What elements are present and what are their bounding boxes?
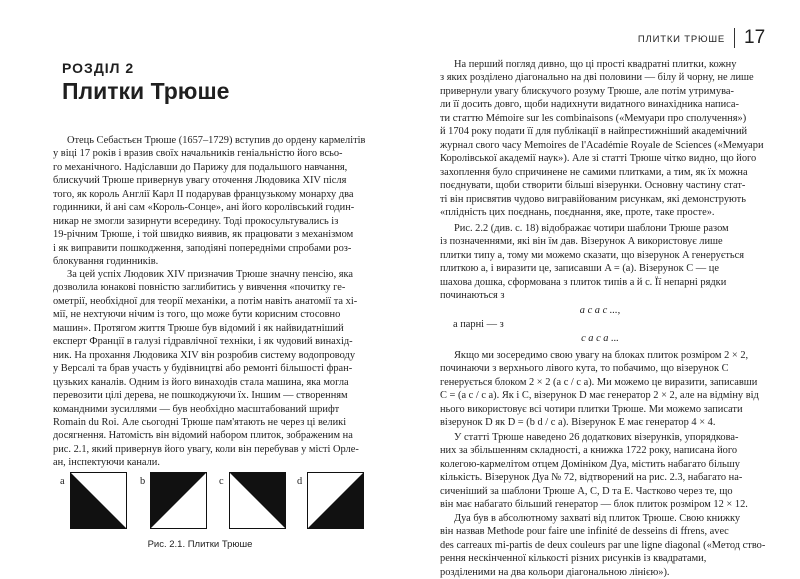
text-line: і як виправити пошкодження, заподіяні попередніми спробами роз-	[53, 242, 352, 254]
text-line: ли її досить довго, щоби надихнути видатного винахідника написа-	[440, 99, 739, 111]
text-line: й 1704 року подати її для публікації в найпрестижніший академічний	[440, 126, 748, 138]
text-line: ник. На прохання Людовика XIV він розробив систему водопроводу	[53, 349, 356, 361]
text-line: колегою-кармелітом отцем Домініком Дуа, містить набагато більшу	[440, 458, 740, 470]
chapter-label: РОЗДІЛ 2	[62, 60, 135, 76]
text-line: плитки типу a, тому ми можемо сказати, що візерунок A генерується	[440, 249, 744, 261]
text-line: починаючи з верхнього лівого кута, то побачимо, що візерунок C	[440, 363, 729, 375]
tile-d-label: d	[297, 476, 303, 487]
text-line: привернули увагу блискучого розуму Трюше, але потім утримува-	[440, 85, 734, 97]
tile-c-label: c	[219, 476, 224, 487]
text-line: ометрії, необхідної для теорії механіки, а потім навіть анатомії та хі-	[53, 295, 358, 307]
right-paragraph-1	[440, 58, 764, 219]
text-line: журнал свого часу Memoires de l'Académie Royale de Sciences («Мемуари	[440, 139, 764, 151]
text-line: Королівської академії наук»). Але зі статті Трюше чітко видно, що його	[440, 153, 757, 165]
text-line: із позначеннями, які він їм дав. Візерунок A використовує лише	[440, 236, 723, 248]
left-page	[0, 0, 400, 570]
text-line: Romain du Roi. Але сьогодні Трюше пам'ятають не через ці великі	[53, 416, 347, 428]
text-line: 19-річним Трюше, і той швидко виявив, як працювати з механізмом	[53, 229, 354, 241]
text-line: Дуа був в абсолютному захваті від плиток Трюше. Свою книжку	[454, 513, 741, 524]
text-line: того, як король Англії Карл II подарував французькому монарху два	[53, 188, 354, 200]
text-line: командними зусиллями — був необхідно масштабований шрифт	[53, 403, 340, 415]
tile-a	[70, 472, 127, 529]
text-line: го механічного. Надіславши до Парижу для подальшого навчання,	[53, 161, 348, 173]
text-line: рення нескінченної кількості різних рисунків із квадратами,	[440, 553, 707, 565]
text-line: перевозити цілі дерева, не пошкоджуючи їх. Іншим — створенням	[53, 390, 348, 402]
right-paragraph-5	[440, 512, 766, 579]
text-line: дозволила юнакові повністю заглибитись у вивчення «почитку ге-	[53, 282, 346, 294]
text-line: C = (a c / c a). Як і C, візерунок D має генератор 2 × 2, але на відміну від	[440, 390, 759, 402]
right-paragraph-2	[440, 222, 744, 303]
tile-a-label: a	[60, 476, 65, 487]
tile-d	[307, 472, 364, 529]
text-line: блискучий Трюше привернув увагу оточення Людовика XIV після	[53, 175, 347, 187]
text-line: Рис. 2.2 (див. с. 18) відображає чотири шаблони Трюше разом	[454, 223, 729, 234]
right-paragraph-3	[440, 349, 759, 430]
text-line: Якщо ми зосередимо свою увагу на блоках плиток розміром 2 × 2,	[454, 350, 749, 361]
right-paragraph-4	[440, 431, 748, 512]
text-line: них за збільшенням складності, а книжка 1722 року, написана його	[440, 445, 738, 457]
text-line: він має набагато більший генератор — блок плиток розміром 12 × 12.	[440, 499, 748, 511]
figure-caption: Рис. 2.1. Плитки Трюше	[147, 539, 253, 550]
text-line: ті він присвятив чудово вигравійованим рисункам, які демонструють	[440, 193, 746, 205]
left-paragraph-2	[53, 268, 359, 470]
text-line: ти статтю Mémoire sur les combinaisons («Мемуари про сполучення»)	[440, 112, 747, 124]
row-pattern-even: c a c a ...	[581, 333, 619, 344]
text-line: нього використовує всі чотири плитки Трюше. Ми можемо записати	[440, 403, 743, 415]
text-line: у Версалі та брав участь у будівництві або ремонті більшості фран-	[53, 363, 353, 375]
text-line: годинники, й ані сам «Король-Сонце», ані його королівський годин-	[53, 202, 355, 214]
text-line: блокування годинників.	[53, 256, 159, 268]
text-line: сиченіший за шаблони Трюше A, C, D та E. Частково через те, що	[440, 485, 733, 497]
text-line: Отець Себастьєн Трюше (1657–1729) вступив до ордену кармелітів	[67, 135, 366, 146]
header-rule	[734, 28, 735, 48]
text-line: розділеними на два кольори діагональною лінією»).	[440, 566, 670, 578]
text-line: з яких розділено діагонально на дві половини — білу й чорну, не лише	[440, 72, 754, 84]
text-line: На перший погляд дивно, що ці прості квадратні плитки, кожну	[454, 59, 737, 70]
page-number: 17	[744, 27, 766, 48]
text-line: досягнення. Натомість він відомий набором плиток, зображеним на	[53, 430, 353, 442]
text-line: поєднувати, щоби створити більші візерунки. Основну частину стат-	[440, 180, 746, 192]
right-page	[400, 0, 800, 578]
text-line: ан, інспектуючи канали.	[53, 457, 160, 469]
row-pattern-odd: a c a c ...,	[579, 305, 621, 316]
chapter-title: Плитки Трюше	[62, 78, 230, 104]
text-line: експерт Франції в галузі гідравлічної техніки, і як чудовий винахід-	[53, 336, 353, 348]
text-line: захоплення було спричинене не самими плитками, а тим, як їх можна	[440, 166, 748, 178]
even-rows-label: а парні — з	[453, 319, 504, 330]
text-line: плиткою a, і виразити це, записавши A = (a). Візерунок C — це	[440, 263, 719, 275]
left-paragraph-1	[53, 134, 366, 269]
tile-b	[150, 472, 207, 529]
text-line: у віці 17 років і вразив своїх начальників геніальністю його всьо-	[53, 148, 343, 160]
tile-b-label: b	[140, 476, 146, 487]
text-line: «плідність цих поєднань, поєднання, яке, проте, таке просте».	[440, 206, 715, 218]
text-line: рис. 2.1, який привернув його увагу, коли він перебував у місті Орле-	[53, 443, 359, 455]
text-line: машин». Протягом життя Трюше був відомий і як найвидатніший	[53, 322, 344, 334]
text-line: починаються з	[440, 290, 505, 302]
text-line: У статті Трюше наведено 26 додаткових візерунків, упорядкова-	[454, 432, 739, 443]
text-line: никар не змогли зазирнути всередину. Тоді прокосультувались із	[53, 215, 339, 227]
text-line: візерунок D як D = (b d / c a). Візерунок E має генератор 4 × 4.	[440, 417, 716, 429]
tile-c	[229, 472, 286, 529]
text-line: цузьких каналів. Одним із його винаходів стала машина, яка могла	[53, 376, 349, 388]
text-line: кількість. Візерунок Дуа № 72, відтворений на рис. 2.3, набагато на-	[440, 472, 743, 484]
text-line: шахова дошка, сформована з плиток типів a й c. Її непарні рядки	[440, 276, 727, 288]
text-line: він назвав Methode pour faire une infinité de desseins di ffrens, avec	[440, 526, 729, 538]
text-line: мії, не нехтуючи нічим із того, що може бути корисним стосовно	[53, 309, 341, 321]
running-head: ПЛИТКИ ТРЮШЕ	[637, 34, 725, 45]
text-line: За цей успіх Людовик XIV призначив Трюше значну пенсію, яка	[67, 269, 354, 280]
text-line: генерується блоком 2 × 2 (a c / c a). Ми можемо це виразити, записавши	[440, 376, 758, 388]
text-line: des carreaux mi-partis de deux couleurs par une ligne diagonal («Метод ство-	[440, 539, 766, 551]
